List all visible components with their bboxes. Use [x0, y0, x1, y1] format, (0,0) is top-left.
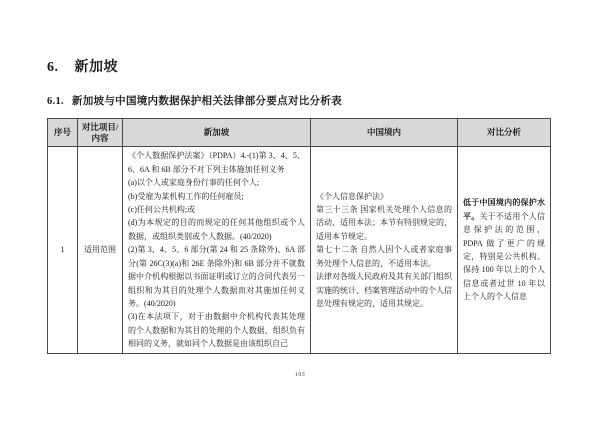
column-header-singapore: 新加坡	[123, 119, 311, 147]
analysis-text: 关于不适用个人信息保护法的范围，PDPA 做了更广的规定，特别是公共机构、保持 100 年以上的个人信息或者过世 10 年以上个人的个人信息	[463, 211, 546, 302]
china-paragraph: 《个人信息保护法》	[316, 191, 388, 201]
china-paragraph: 第三十三条 国家机关处理个人信息的活动，适用本法；本节有特别规定的，适用本节规定。	[316, 205, 452, 241]
section-heading	[47, 56, 118, 76]
singapore-paragraph: (a)以个人或家庭身份行事的任何个人;	[128, 178, 260, 188]
singapore-paragraph: (b)受雇为某机构工作的任何雇员;	[128, 191, 244, 201]
analysis-lead: 低于中国境内的保护水平。	[463, 198, 545, 221]
column-header-item: 对比项目/内容	[78, 119, 123, 147]
row-item-cell: 适用范围	[78, 147, 123, 354]
section-title: 新加坡	[74, 60, 118, 75]
column-header-china: 中国境内	[311, 119, 458, 147]
subsection-number: 6.1.	[47, 96, 64, 107]
comparison-table	[47, 118, 551, 354]
singapore-paragraph: (c)任何公共机构;或	[128, 205, 196, 215]
column-header-index: 序号	[48, 119, 78, 147]
column-header-analysis: 对比分析	[458, 119, 551, 147]
singapore-paragraph: (d)为本规定的目的而规定的任何其他组织或个人数据，或组织类别或个人数据。(40/2020)	[128, 218, 305, 241]
row-index-cell: 1	[48, 147, 78, 354]
section-number: 6.	[47, 60, 59, 75]
analysis-cell	[458, 147, 551, 354]
table-header-row	[48, 119, 551, 147]
singapore-paragraph: (3)在本法项下，对于由数据中介机构代表其处理的个人数据和为其目的处理的个人数据，组织负有相同的义务，就如同个人数据是由该组织自己	[128, 312, 305, 349]
singapore-paragraph: (2)第 3、4、5、6 部分(第 24 和 25 条除外)、6A 部分(第 26C(3)(a)和 26E 条除外)和 6B 部分并不就数据中介机构根据以书面证明或订立的合同代表另一组织和为其目的处理个人数据而对其施加任何义务。(40/2020)	[128, 245, 305, 308]
china-paragraph: 第七十二条 自然人因个人或者家庭事务处理个人信息的，不适用本法。	[316, 245, 452, 268]
subsection-title: 新加坡与中国境内数据保护相关法律部分要点对比分析表	[71, 96, 342, 107]
page-number: 103	[294, 372, 306, 378]
china-cell	[311, 147, 458, 354]
singapore-paragraph: 《个人数据保护法案》（PDPA）4.-(1)第 3、4、5、6、6A 和 6B 部分不对下列主体施加任何义务	[128, 151, 305, 174]
subsection-heading	[47, 93, 342, 108]
china-paragraph: 法律对各级人民政府及其有关部门组织实施的统计、档案管理活动中的个人信息处理有规定的，适用其规定。	[316, 272, 452, 308]
singapore-cell	[123, 147, 311, 354]
table-row	[48, 147, 551, 354]
